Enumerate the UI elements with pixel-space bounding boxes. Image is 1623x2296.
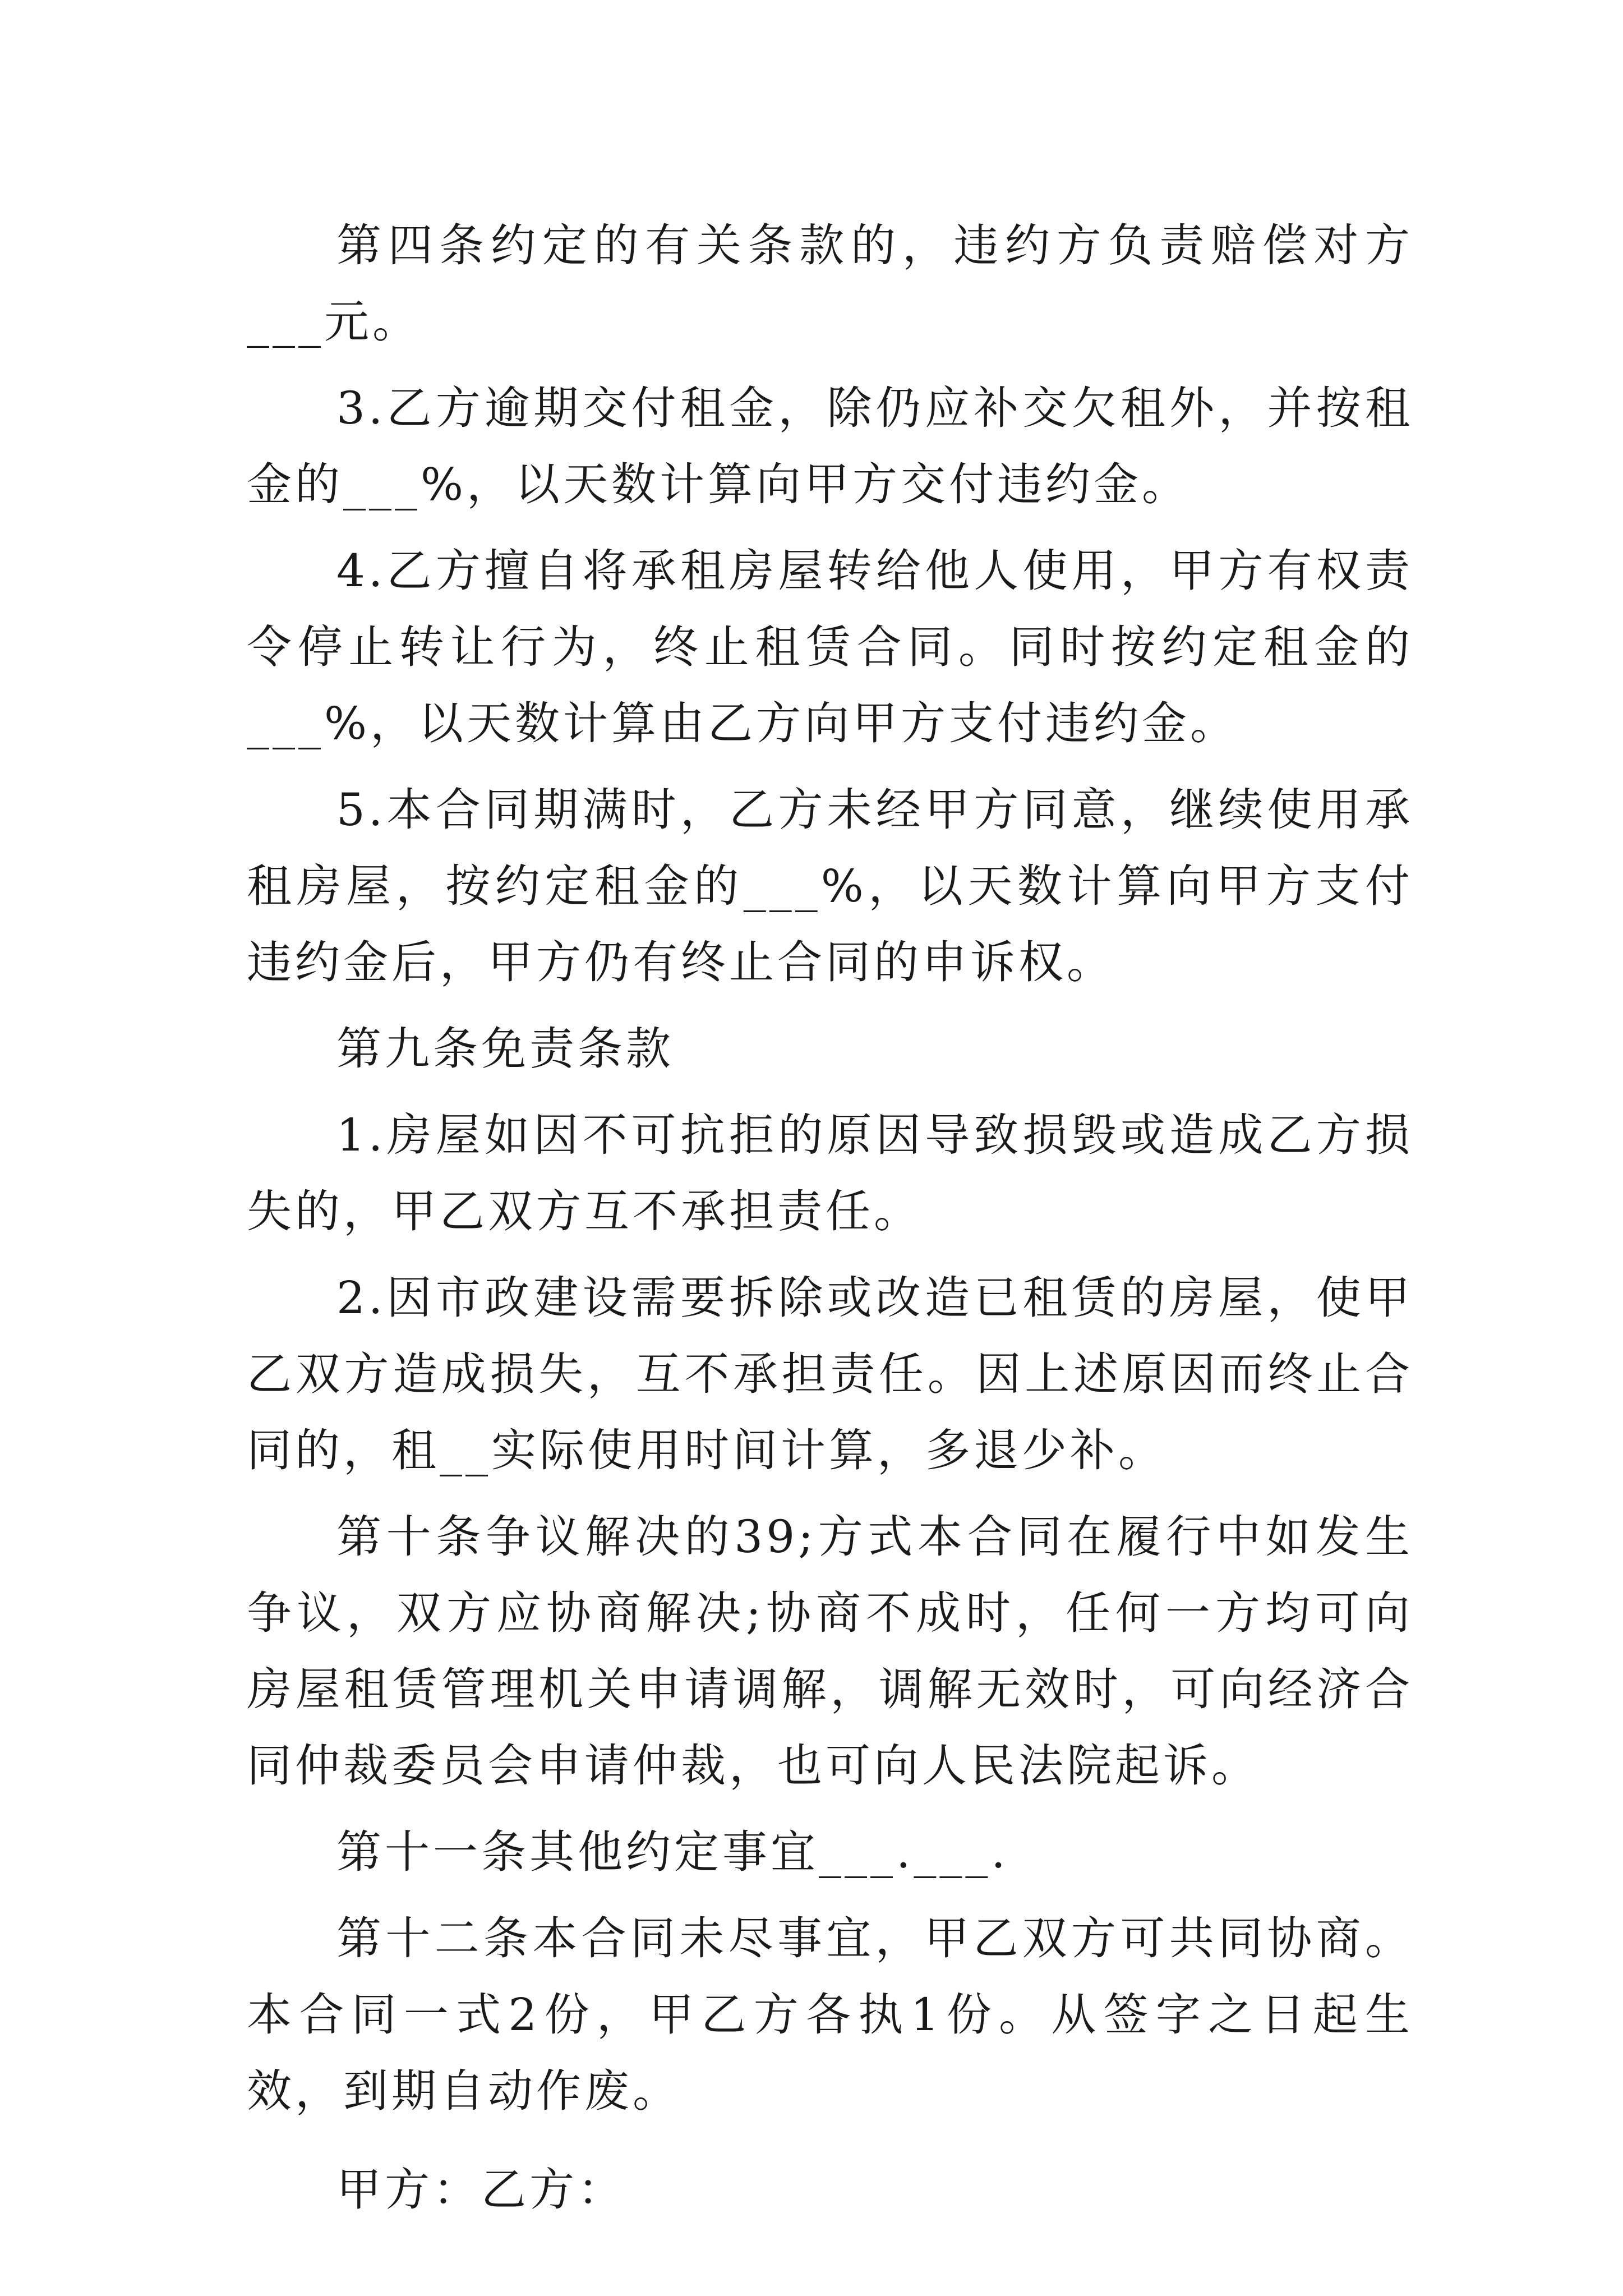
- paragraph-overstay-penalty: 5.本合同期满时，乙方未经甲方同意，继续使用承租房屋，按约定租金的___%，以天数计算向甲方支付违约金后，甲方仍有终止合同的申诉权。: [247, 784, 1413, 988]
- paragraph-municipal-demolition: 2.因市政建设需要拆除或改造已租赁的房屋，使甲乙双方造成损失，互不承担责任。因上述原因而终止合同的，租__实际使用时间计算，多退少补。: [247, 1272, 1413, 1476]
- document-body: [247, 208, 1413, 2228]
- paragraph-clause-12-final: 第十二条本合同未尽事宜，甲乙双方可共同协商。本合同一式2份，甲乙方各执1份。从签字之日起生效，到期自动作废。: [247, 1912, 1413, 2117]
- paragraph-clause-10-dispute: 第十条争议解决的39;方式本合同在履行中如发生争议，双方应协商解决;协商不成时，任何一方均可向房屋租赁管理机关申请调解，调解无效时，可向经济合同仲裁委员会申请仲裁，也可向人民法院起诉。: [247, 1511, 1413, 1792]
- paragraph-late-rent-penalty: 3.乙方逾期交付租金，除仍应补交欠租外，并按租金的___%，以天数计算向甲方交付违约金。: [247, 382, 1413, 510]
- paragraph-sublet-penalty: 4.乙方擅自将承租房屋转给他人使用，甲方有权责令停止转让行为，终止租赁合同。同时按约定租金的___%，以天数计算由乙方向甲方支付违约金。: [247, 545, 1413, 749]
- paragraph-force-majeure: 1.房屋如因不可抗拒的原因导致损毁或造成乙方损失的，甲乙双方互不承担责任。: [247, 1109, 1413, 1237]
- paragraph-clause-11-other: 第十一条其他约定事宜___.___.: [336, 1826, 1009, 1878]
- heading-clause-9-exemption: 第九条免责条款: [336, 1023, 674, 1075]
- paragraph-clause-4-compensation: 第四条约定的有关条款的，违约方负责赔偿对方___元。: [247, 219, 1413, 348]
- signature-line: 甲方：乙方：: [336, 2164, 626, 2216]
